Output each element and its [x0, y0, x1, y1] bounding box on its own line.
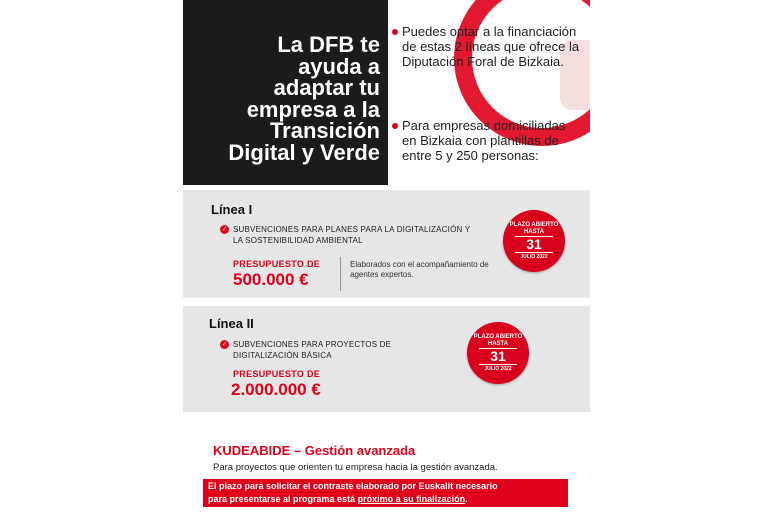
badge-day: 31: [526, 236, 542, 252]
deadline-badge: [467, 322, 529, 384]
alert-line-2: [208, 493, 563, 506]
alert-period: .: [465, 494, 468, 504]
hero-info-panel: [388, 0, 590, 185]
alert-emphasis: próximo a su finalización: [357, 494, 466, 504]
budget-label: PRESUPUESTO DE: [233, 259, 321, 269]
kudeabide-description: Para proyectos que orienten tu empresa hacia la gestión avanzada.: [213, 462, 498, 473]
badge-month: JULIO 2022: [484, 366, 512, 372]
bullet-text: Puedes optar a la financiación de estas 2 líneas que ofrece la Diputación Foral de Bizkaia.: [402, 24, 580, 69]
linea-1-title: Línea I: [211, 202, 253, 217]
budget-label: PRESUPUESTO DE: [233, 369, 321, 379]
bullet-dot-icon: [392, 29, 398, 35]
linea-2-panel: [183, 306, 590, 412]
check-icon: ✓: [221, 226, 228, 233]
linea-2-subvencion: SUBVENCIONES PARA PROYECTOS DE DIGITALIZACIÓN BÁSICA: [233, 340, 392, 360]
alert-line-1: El plazo para solicitar el contraste elaborado por Euskalit necesario: [208, 481, 498, 491]
badge-day: 31: [490, 348, 506, 364]
hero-title: [190, 34, 380, 163]
hero-title-line: ayuda a: [298, 53, 380, 79]
badge-month: JULIO 2022: [520, 254, 548, 260]
budget-value: 2.000.000 €: [231, 380, 321, 399]
alert-text: para presentarse al programa está: [208, 494, 358, 504]
badge-top-text: PLAZO ABIERTO HASTA: [473, 334, 523, 347]
hero-title-line: Transición: [269, 118, 380, 143]
bullet-item: [402, 118, 582, 163]
bullet-item: [402, 24, 582, 69]
badge-rule: [479, 364, 517, 365]
bullet-dot-icon: [392, 123, 398, 129]
linea-1-note: Elaborados con el acompañamiento de agentes expertos.: [350, 260, 489, 279]
hero-title-line: empresa a la: [246, 96, 380, 122]
linea-1-subvencion: SUBVENCIONES PARA PLANES PARA LA DIGITALIZACIÓN Y LA SOSTENIBILIDAD AMBIENTAL: [233, 225, 471, 245]
budget-value: 500.000 €: [233, 270, 309, 289]
badge-rule: [515, 252, 553, 253]
kudeabide-title: KUDEABIDE – Gestión avanzada: [213, 443, 416, 458]
deadline-badge: [503, 210, 565, 272]
hero-title-line: La DFB te: [277, 32, 380, 57]
kudeabide-alert: [203, 479, 568, 507]
badge-top-text: PLAZO ABIERTO HASTA: [509, 222, 559, 235]
check-icon: ✓: [221, 341, 228, 348]
hero-dark-panel: [183, 0, 388, 185]
linea-1-panel: [183, 190, 590, 298]
poster: [183, 0, 590, 518]
hero-title-line: adaptar tu: [273, 75, 380, 100]
divider: [340, 257, 341, 291]
linea-2-title: Línea II: [209, 316, 254, 331]
hero-title-line: Digital y Verde: [228, 139, 380, 165]
bullet-text: Para empresas domiciliadas en Bizkaia con plantillas de entre 5 y 250 personas:: [402, 118, 566, 163]
